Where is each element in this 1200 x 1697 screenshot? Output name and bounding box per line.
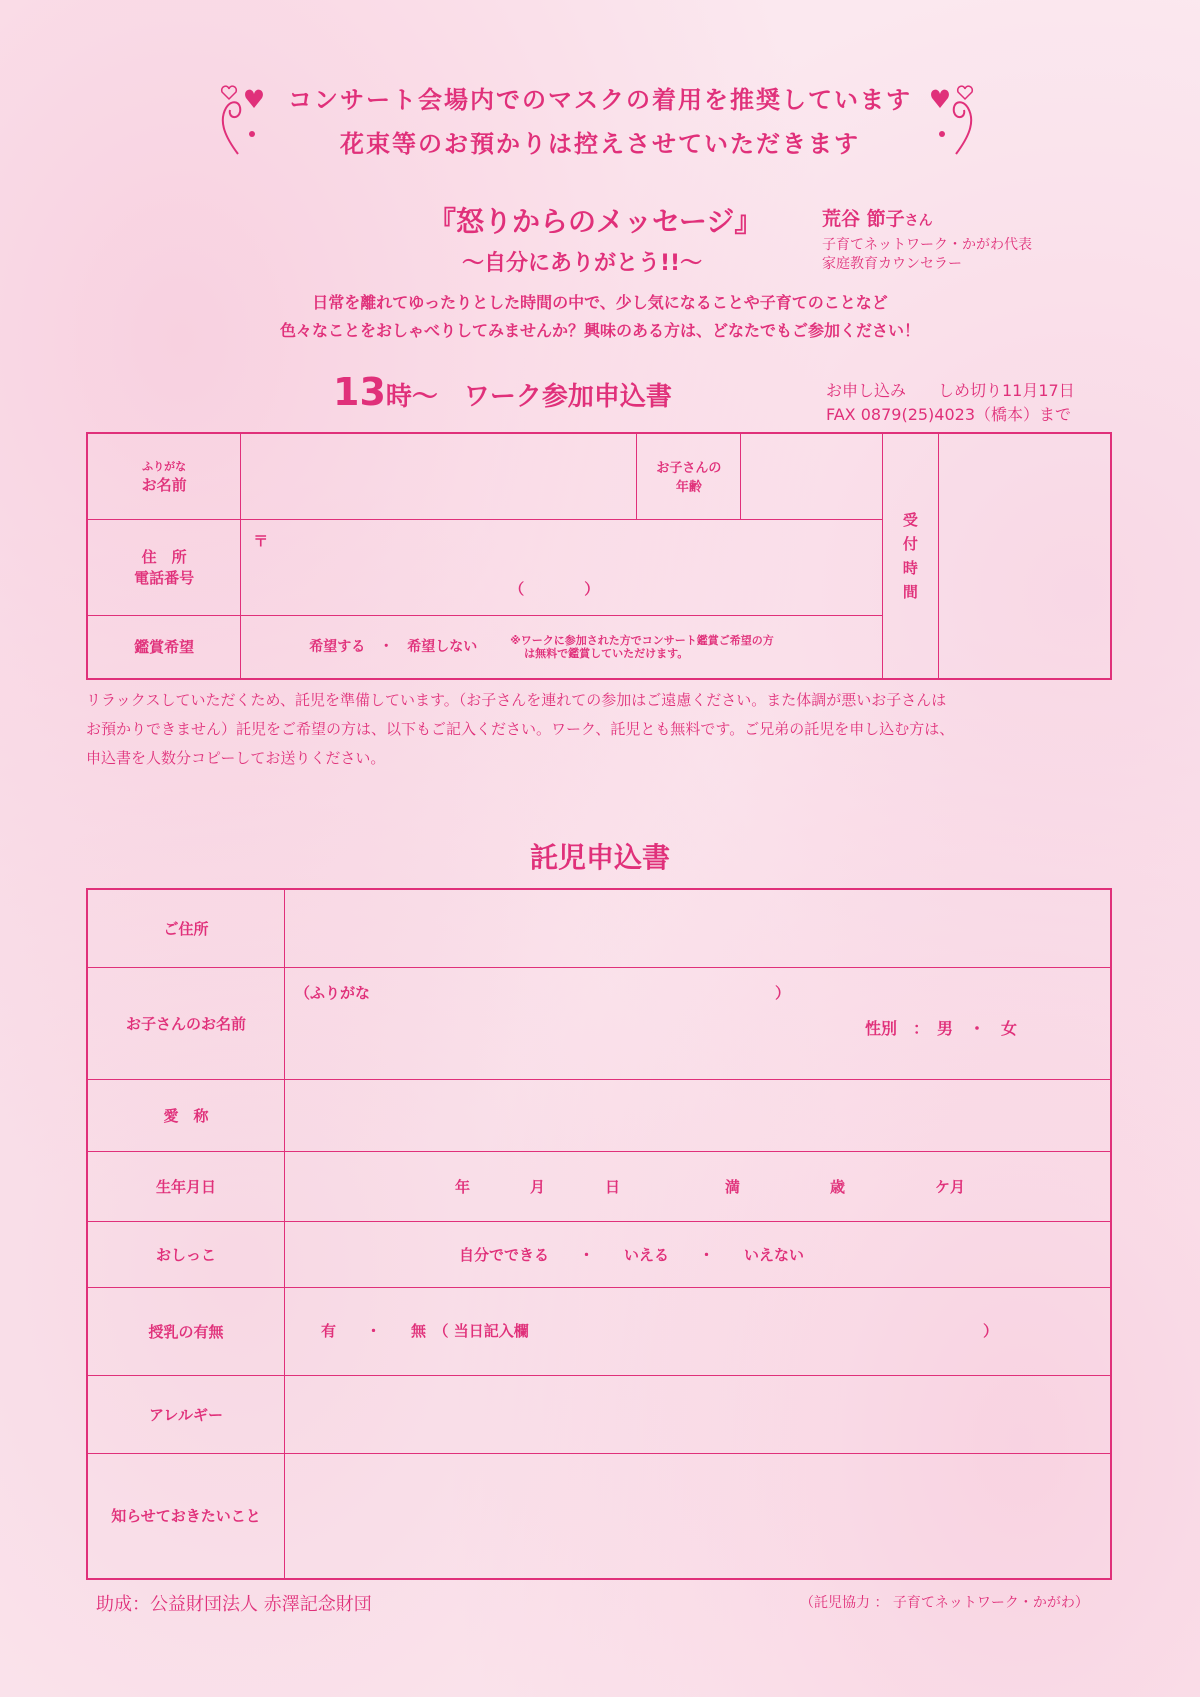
nursing-label: 授乳の有無: [87, 1287, 285, 1375]
allergy-field[interactable]: [285, 1375, 1111, 1453]
work-form-title: 13時～ ワーク参加申込書: [333, 370, 672, 414]
nursing-options[interactable]: 有 ・ 無 （ 当日記入欄: [321, 1321, 529, 1340]
intro-line-1: 日常を離れてゆったりとした時間の中で、少し気になることや子育てのことなど: [312, 293, 888, 312]
nursing-close: ）: [983, 1321, 999, 1340]
lecture-title: 『怒りからのメッセージ』: [428, 205, 763, 238]
child-age-field[interactable]: [741, 433, 883, 519]
lecture-subtitle: ～自分にありがとう!!～: [462, 251, 703, 276]
nickname-label: 愛 称: [87, 1079, 285, 1151]
nickname-field[interactable]: [285, 1079, 1111, 1151]
toilet-options[interactable]: 自分でできる ・ いえる ・ いえない: [459, 1245, 805, 1264]
ruby-close: ）: [775, 983, 791, 1002]
toilet-label: おしっこ: [87, 1221, 285, 1287]
childcare-form-title: 託児申込書: [529, 841, 670, 874]
speaker-role-2: 家庭教育カウンセラー: [822, 256, 962, 272]
intro-line-2: 色々なことをおしゃべりしてみませんか？興味のある方は、どなたでもご参加ください！: [279, 321, 920, 340]
birthday-fields: 年 月 日 満 歳 ケ月: [455, 1177, 966, 1196]
ruby-open: （ふりがな: [295, 983, 371, 1002]
childcare-note: リラックスしていただくため、託児を準備しています。（お子さんを連れての参加はご遠慮ください。また体調が悪いお子さんは お預かりできません）託児をご希望の方は、以下もご記入ください。ワーク、託児とも無料です。ご兄弟の託児を申し込む方は、 申込書を人数分コピーしてお送りください。: [86, 691, 955, 767]
child-address-field[interactable]: [285, 889, 1111, 967]
toilet-field[interactable]: [285, 1221, 1111, 1287]
child-name-field[interactable]: [285, 967, 1111, 1079]
viewing-label-cell: 鑑賞希望: [87, 615, 241, 679]
birthday-field[interactable]: [285, 1151, 1111, 1221]
reception-time-label: 受 付 時 間: [882, 433, 938, 679]
work-application-table: [86, 432, 1112, 680]
viewing-choice-cell[interactable]: [241, 615, 883, 679]
address-phone-field[interactable]: [241, 519, 883, 615]
nursing-field[interactable]: [285, 1287, 1111, 1375]
fax-text: FAX 0879(25)4023（橋本）まで: [826, 405, 1072, 424]
name-label-cell: ふりがな お名前: [87, 433, 241, 519]
reception-time-field[interactable]: [938, 433, 1111, 679]
speaker-role-1: 子育てネットワーク・かがわ代表: [822, 237, 1032, 253]
name-field[interactable]: [241, 433, 637, 519]
cooperation-text: （託児協力 ： 子育てネットワーク・かがわ）: [800, 1595, 1089, 1611]
allergy-label: アレルギー: [87, 1375, 285, 1453]
notice-bouquet: 花束等のお預かりは控えさせていただきます: [340, 130, 860, 158]
notice-mask: コンサート会場内でのマスクの着用を推奨しています: [288, 86, 912, 114]
notes-label: 知らせておきたいこと: [87, 1453, 285, 1579]
viewing-options[interactable]: 希望する ・ 希望しない: [309, 638, 478, 655]
child-age-label-cell: お子さんの 年齢: [637, 433, 741, 519]
gender-options[interactable]: 性別 ： 男 ・ 女: [865, 1018, 1018, 1038]
viewing-note-2: は無料で鑑賞していただけます。: [524, 646, 689, 660]
address-label-cell: 住 所 電話番号: [87, 519, 241, 615]
viewing-note-1: ※ワークに参加された方でコンサート鑑賞ご希望の方: [510, 633, 774, 647]
child-name-label: お子さんのお名前: [87, 967, 285, 1079]
notes-field[interactable]: [285, 1453, 1111, 1579]
postal-mark: 〒: [253, 531, 269, 550]
childcare-application-table: [86, 888, 1112, 1580]
sponsor-text: 助成：公益財団法人 赤澤記念財団: [96, 1594, 372, 1615]
birthday-label: 生年月日: [87, 1151, 285, 1221]
deadline-text: お申し込み しめ切り11月17日: [826, 381, 1075, 400]
child-address-label: ご住所: [87, 889, 285, 967]
phone-parens: （ ）: [509, 579, 600, 598]
speaker-name: 荒谷 節子さん: [822, 208, 933, 230]
